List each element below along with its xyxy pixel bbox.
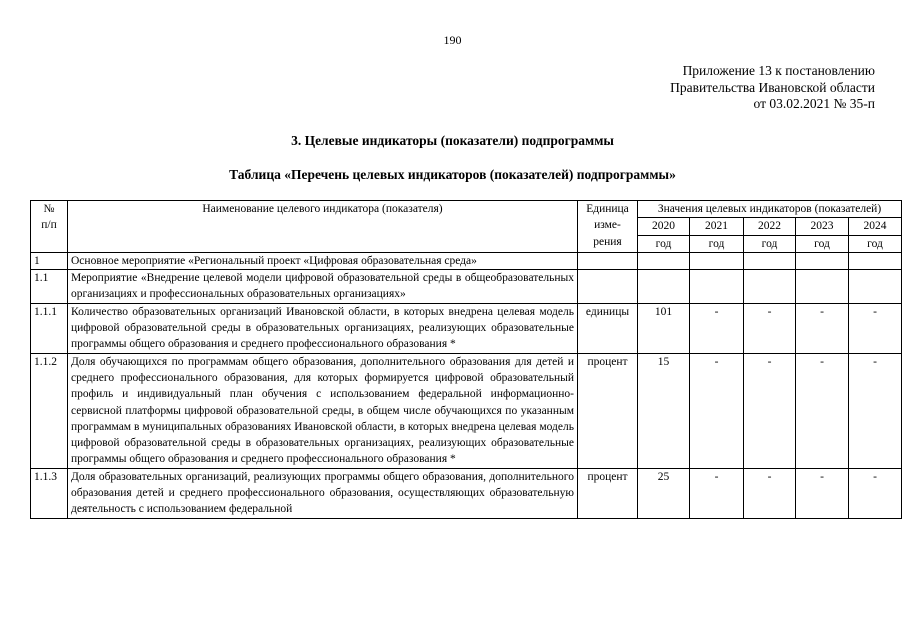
row-value [849,270,902,304]
table-title: Таблица «Перечень целевых индикаторов (показателей) подпрограммы» [229,167,676,182]
row-unit [578,270,638,304]
row-value [796,270,849,304]
header-row-1 [31,201,902,218]
row-unit [578,252,638,269]
table-row [31,353,902,468]
page-number: 190 [443,33,462,47]
header-year-suffix: год [849,235,902,252]
row-value: - [744,303,796,353]
header-year: 2023 [796,218,849,235]
row-unit: процент [578,353,638,468]
table-row [31,252,902,269]
row-value: - [849,468,902,518]
appendix-line-1: Приложение 13 к постановлению [682,63,875,78]
header-name-cell: Наименование целевого индикатора (показателя) [68,201,578,253]
row-num: 1.1 [31,270,68,304]
header-year: 2022 [744,218,796,235]
row-unit: процент [578,468,638,518]
row-value: - [690,303,744,353]
row-name: Количество образовательных организаций Ивановской области, в которых внедрена целевая модель цифровой образовательной среды в образовательных организациях, реализующих образовательные программы общего образования и среднего профессионального образования * [68,303,578,353]
row-value: - [744,468,796,518]
row-value [744,270,796,304]
row-value: - [796,353,849,468]
row-value [690,270,744,304]
appendix-line-2: Правительства Ивановской области [670,79,875,95]
row-value: 15 [638,353,690,468]
header-year-suffix: год [744,235,796,252]
header-year-suffix: год [638,235,690,252]
header-unit-line1: Единица [586,203,629,215]
row-num: 1.1.2 [31,353,68,468]
indicators-table [30,200,902,519]
header-num-cell [31,201,68,253]
row-value [744,252,796,269]
header-num-line1: № [43,203,55,215]
header-year-suffix: год [690,235,744,252]
row-value: 101 [638,303,690,353]
row-value: - [849,303,902,353]
header-num-line2: п/п [41,219,57,232]
header-year: 2021 [690,218,744,235]
row-value: - [849,353,902,468]
header-unit-cell [578,201,638,253]
appendix-note [670,63,875,113]
row-value [849,252,902,269]
row-num: 1.1.3 [31,468,68,518]
row-value: - [796,468,849,518]
header-year: 2020 [638,218,690,235]
row-value [638,252,690,269]
section-title: 3. Целевые индикаторы (показатели) подпрограммы [291,133,614,148]
row-value [638,270,690,304]
row-value [690,252,744,269]
row-value: - [690,353,744,468]
header-year: 2024 [849,218,902,235]
row-name: Доля обучающихся по программам общего образования, дополнительного образования для детей и среднего профессионального образования, для которых формируется цифровой образовательный профиль и индивидуальный план обучения с использованием федеральной информационно-сервисной платформы цифровой образовательной среды, в общем числе обучающихся по указанным программам в муниципальных образованиях Ивановской области, в которых внедрена целевая модель цифровой образовательной среды в образовательных организациях, реализующих образовательные программы общего образования и среднего профессионального образования * [68,353,578,468]
appendix-line-3: от 03.02.2021 № 35-п [753,96,875,111]
row-num: 1 [31,252,68,269]
row-value [796,252,849,269]
header-values-group: Значения целевых индикаторов (показателей) [638,201,902,218]
header-year-suffix: год [796,235,849,252]
row-value: 25 [638,468,690,518]
row-value: - [690,468,744,518]
row-num: 1.1.1 [31,303,68,353]
header-unit-line3: рения [593,235,622,248]
header-unit-line2: изме- [594,219,621,232]
row-value: - [796,303,849,353]
row-name: Доля образовательных организаций, реализующих программы общего образования, дополнительного образования детей и среднего профессионального образования, осуществляющих образовательную деятельность с использованием федеральной [68,468,578,518]
row-unit: единицы [578,303,638,353]
table-row [31,303,902,353]
row-name: Основное мероприятие «Региональный проект «Цифровая образовательная среда» [68,252,578,269]
table-row [31,270,902,304]
row-name: Мероприятие «Внедрение целевой модели цифровой образовательной среды в общеобразовательных организациях и профессиональных образовательных организациях» [68,270,578,304]
table-row [31,468,902,518]
row-value: - [744,353,796,468]
